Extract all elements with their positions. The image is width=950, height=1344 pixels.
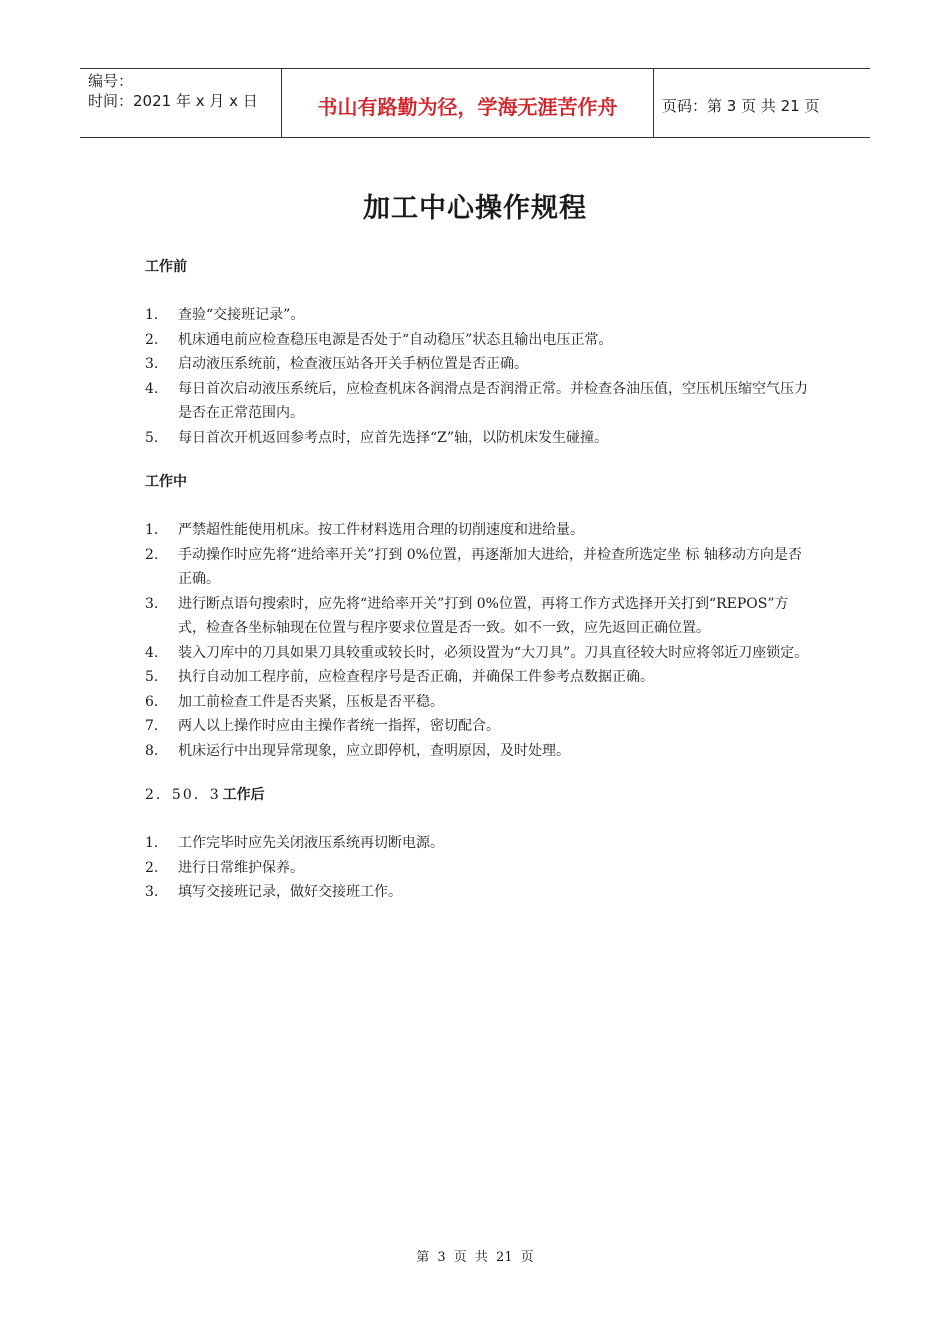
list-item (145, 592, 810, 641)
item-text: 机床运行中出现异常现象，应立即停机，查明原因，及时处理。 (178, 742, 570, 759)
item-text: 进行断点语句搜索时，应先将“进给率开关”打到 0%位置，再将工作方式选择开关打到“REPOS”方式，检查各坐标轴现在位置与程序要求位置是否一致。如不一致，应先返回正确位置。 (178, 595, 789, 636)
section-heading (145, 470, 810, 494)
section-number-prefix: 2．50．3 (145, 787, 221, 803)
page-footer: 第 3 页 共 21 页 (416, 1250, 534, 1265)
item-number: 2. (145, 859, 159, 876)
list-item (145, 880, 810, 905)
section-heading-text: 工作前 (145, 259, 187, 275)
section-heading-text: 工作后 (222, 787, 265, 803)
list-item (145, 641, 810, 666)
item-text: 严禁超性能使用机床。按工件材料选用合理的切削速度和进给量。 (178, 522, 584, 538)
list-item (145, 690, 810, 715)
item-text: 工作完毕时应先关闭液压系统再切断电源。 (178, 835, 444, 851)
list-item (145, 831, 810, 856)
section-list (145, 518, 810, 763)
item-number: 1. (145, 522, 159, 538)
item-text: 机床通电前应检查稳压电源是否处于“自动稳压”状态且输出电压正常。 (178, 331, 613, 348)
item-number: 3. (145, 884, 159, 900)
list-item (145, 543, 810, 592)
item-number: 2. (145, 331, 159, 348)
header-motto: 书山有路勤为径，学海无涯苦作舟 (281, 69, 654, 137)
document-title: 加工中心操作规程 (363, 193, 587, 224)
section-heading-text: 工作中 (145, 474, 187, 490)
list-item (145, 856, 810, 881)
header-page-info: 页码：第 3 页 共 21 页 (662, 96, 820, 115)
section-before-work (145, 255, 810, 450)
list-item (145, 665, 810, 690)
section-list (145, 303, 810, 450)
item-number: 6. (145, 693, 159, 710)
item-text: 加工前检查工件是否夹紧，压板是否平稳。 (178, 693, 444, 710)
section-heading (145, 255, 810, 279)
item-text: 查验“交接班记录”。 (178, 307, 305, 323)
list-item (145, 328, 810, 353)
item-number: 4. (145, 644, 159, 661)
item-number: 3. (145, 356, 159, 372)
list-item (145, 739, 810, 764)
section-after-work (145, 783, 810, 905)
list-item (145, 352, 810, 377)
item-text: 手动操作时应先将“进给率开关”打到 0%位置，再逐渐加大进给，并检查所选定坐 标 轴移动方向是否正确。 (178, 546, 802, 587)
item-text: 每日首次启动液压系统后，应检查机床各润滑点是否润滑正常。并检查各油压值，空压机压缩空气压力是否在正常范围内。 (178, 380, 808, 421)
date-line: 时间：2021 年 x 月 x 日 (88, 92, 258, 110)
item-text: 执行自动加工程序前，应检查程序号是否正确，并确保工件参考点数据正确。 (178, 669, 654, 685)
item-number: 5. (145, 429, 159, 446)
item-text: 每日首次开机返回参考点时，应首先选择“Z”轴，以防机床发生碰撞。 (178, 429, 609, 446)
item-number: 7. (145, 718, 159, 734)
item-text: 进行日常维护保养。 (178, 859, 304, 876)
list-item (145, 518, 810, 543)
list-item (145, 377, 810, 426)
item-number: 2. (145, 546, 159, 563)
item-text: 填写交接班记录，做好交接班工作。 (178, 884, 402, 900)
code-label: 编号： (88, 72, 134, 90)
item-number: 4. (145, 380, 159, 397)
item-number: 1. (145, 835, 159, 851)
list-item (145, 303, 810, 328)
item-text: 两人以上操作时应由主操作者统一指挥，密切配合。 (178, 718, 500, 734)
list-item (145, 426, 810, 451)
item-text: 装入刀库中的刀具如果刀具较重或较长时，必须设置为“大刀具”。刀具直径较大时应将邻近刀座锁定。 (178, 644, 809, 661)
header-left-cell (80, 69, 281, 137)
section-list (145, 831, 810, 905)
list-item (145, 714, 810, 739)
item-number: 1. (145, 307, 159, 323)
item-number: 5. (145, 669, 159, 685)
section-during-work (145, 470, 810, 763)
header-table (80, 68, 870, 138)
item-text: 启动液压系统前，检查液压站各开关手柄位置是否正确。 (178, 356, 528, 372)
section-heading (145, 783, 810, 807)
document-body (145, 255, 810, 905)
item-number: 8. (145, 742, 159, 759)
item-number: 3. (145, 595, 159, 612)
